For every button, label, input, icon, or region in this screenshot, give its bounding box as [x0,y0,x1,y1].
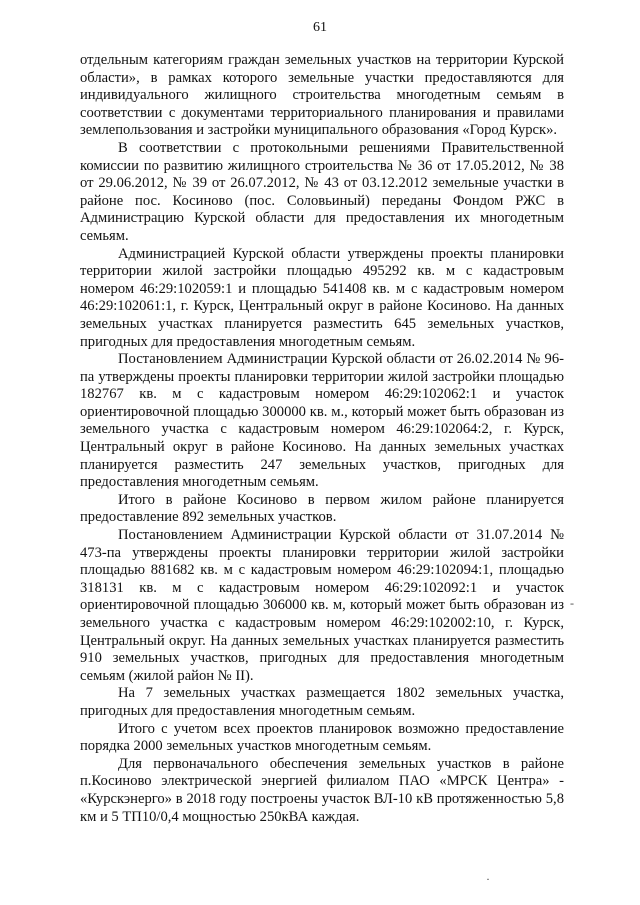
document-body [80,52,564,826]
paragraph-seven-plots: На 7 земельных участках размещается 1802 земельных участка, пригодных для предоставления многодетным семьям. [80,685,564,719]
scan-speck: · [486,872,490,886]
paragraph-commission-decisions: В соответствии с протокольными решениями Правительственной комиссии по развитию жилищного строительства № 36 от 17.05.2012, № 38 от 29.06.2012, № 39 от 26.07.2012, № 43 от 03.12.2012 земельные участки в районе пос. Косиново (пос. Соловьиный) переданы Фондом РЖС в Администрацию Курской области для предоставления их многодетным семьям. [80,139,564,244]
paragraph-continuation: отдельным категориям граждан земельных участков на территории Курской области», в рамках которого земельные участки предоставляются для индивидуального жилищного строительства многодетным семьям в соответствии с документами территориального планирования и правилами землепользования и застройки муниципального образования «Город Курск». [80,52,564,139]
paragraph-resolution-96: Постановлением Администрации Курской области от 26.02.2014 № 96-па утверждены проекты планировки территории жилой застройки площадью 182767 кв. м с кадастровым номером 46:29:102062:1 и участок ориентировочной площадью 300000 кв. м., который может быть образован из земельного участка с кадастровым номером 46:29:102064:2, г. Курск, Центральный округ в районе Косиново. На данных земельных участках планируется разместить 247 земельных участков, пригодных для предоставления многодетным семьям. [80,351,564,491]
paragraph-electricity: Для первоначального обеспечения земельных участков в районе п.Косиново электрической энергией филиалом ПАО «МРСК Центра» - «Курскэнерго» в 2018 году построены участок ВЛ-10 кВ протяженностью 5,8 км и 5 ТП10/0,4 мощностью 250кВА каждая. [80,755,564,825]
paragraph-resolution-473: Постановлением Администрации Курской области от 31.07.2014 № 473-па утверждены проекты планировки территории жилой застройки площадью 881682 кв. м с кадастровым номером 46:29:102094:1, площадью 318131 кв. м с кадастровым номером 46:29:102092:1 и участок ориентировочной площадью 306000 кв. м, который может быть образован из земельного участка с кадастровым номером 46:29:102002:10, г. Курск, Центральный округ. На данных земельных участках планируется разместить 910 земельных участков, пригодных для предоставления многодетным семьям (жилой район № II). [80,527,564,684]
paragraph-overall-total: Итого с учетом всех проектов планировок возможно предоставление порядка 2000 земельных участков многодетным семьям. [80,720,564,755]
margin-mark: - [570,596,574,610]
page-number: 61 [313,20,327,35]
paragraph-planning-projects: Администрацией Курской области утверждены проекты планировки территории жилой застройки площадью 495292 кв. м с кадастровым номером 46:29:102059:1 и площадью 541408 кв. м с кадастровым номером 46:29:102061:1, г. Курск, Центральный округ в районе Косиново. На данных земельных участках планируется разместить 645 земельных участков, пригодных для предоставления многодетным семьям. [80,245,564,350]
paragraph-kosinovo-total: Итого в районе Косиново в первом жилом районе планируется предоставление 892 земельных участков. [80,491,564,526]
